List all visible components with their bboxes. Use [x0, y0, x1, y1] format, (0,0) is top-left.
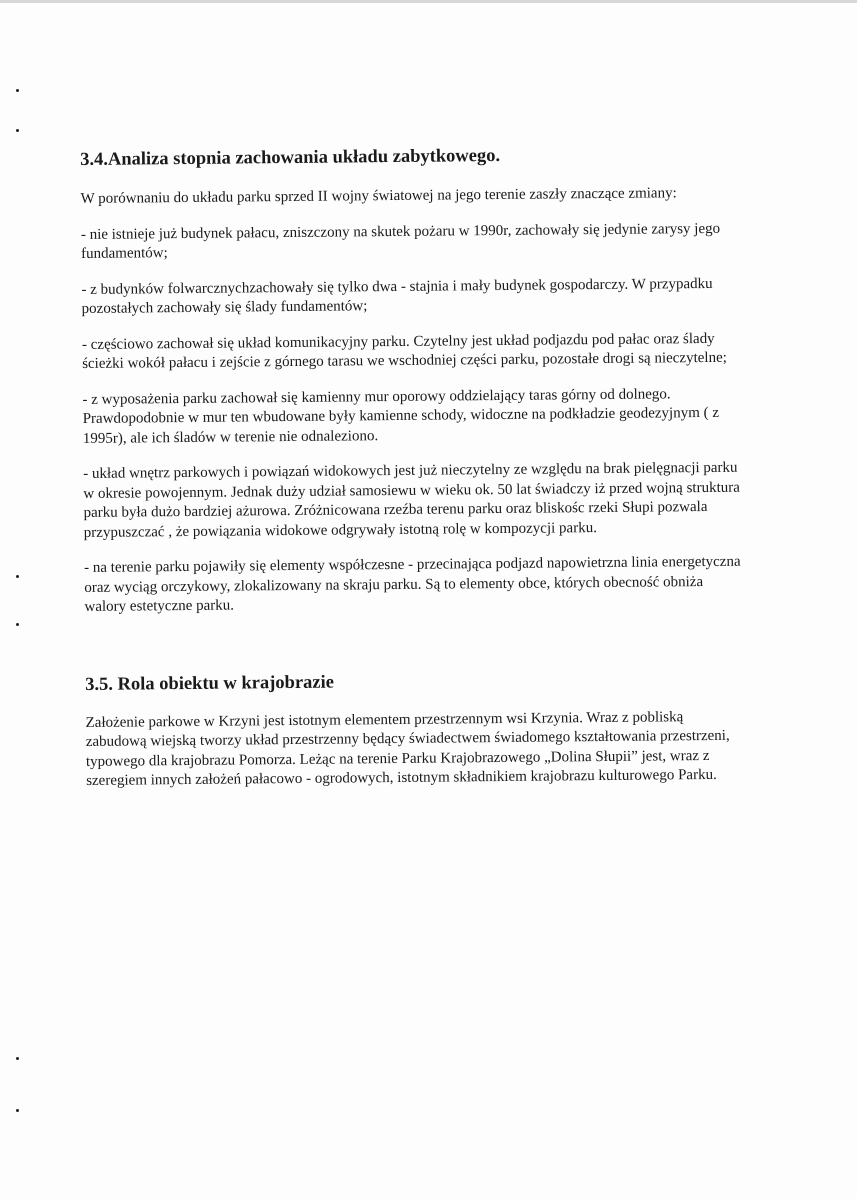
- scan-edge: [0, 0, 857, 3]
- list-item: - nie istnieje już budynek pałacu, zniszczony na skutek pożaru w 1990r, zachowały się jedynie zarysy jego fundamentów;: [80, 220, 721, 262]
- scan-speck: [16, 575, 19, 578]
- document-body: [80, 134, 746, 792]
- list-item: - częściowo zachował się układ komunikacyjny parku. Czytelny jest układ podjazdu pod pałac oraz ślady ścieżki wokół pałacu i zejście z górnego tarasu we wschodniej części parku, pozostałe drogi są nieczytelne;: [81, 330, 727, 372]
- scan-speck: [16, 129, 19, 132]
- scan-speck: [16, 89, 19, 92]
- list-item: - na terenie parku pojawiły się elementy współczesne - przecinająca podjazd napowietrzna linia energetyczna oraz wyciąg orczykowy, zlokalizowany na skraju parku. Są to elementy obce, których obecność obniża walory estetyczne parku.: [84, 553, 741, 615]
- section-intro: W porównaniu do układu parku sprzed II wojny światowej na jego terenie zaszły znaczące zmiany:: [80, 185, 677, 207]
- section-heading-3-5: 3.5. Rola obiektu w krajobrazie: [85, 672, 335, 695]
- scan-speck: [16, 623, 19, 626]
- list-item: - układ wnętrz parkowych i powiązań widokowych jest już nieczytelny ze względu na brak pielęgnacji parku w okresie powojennym. Jednak duży udział samosiewu w wieku ok. 50 lat świadczy iż przed wojną struktura parku była dużo bardziej ażurowa. Zróżnicowana rzeźba terenu parku oraz bliskośc rzeki Słupi pozwala przypuszczać , że powiązania widokowe odgrywały istotną rolę w kompozycji parku.: [83, 459, 740, 541]
- scan-speck: [16, 1057, 19, 1060]
- section-heading-3-4: 3.4.Analiza stopnia zachowania układu zabytkowego.: [80, 145, 501, 170]
- list-item: - z wyposażenia parku zachował się kamienny mur oporowy oddzielający taras górny od dolnego. Prawdopodobnie w mur ten wbudowane były kamienne schody, widoczne na podkładzie geodezyjnym ( z 1995r), ale ich śladów w terenie nie odnaleziono.: [82, 385, 720, 447]
- scan-speck: [16, 1109, 19, 1112]
- section-paragraph: Założenie parkowe w Krzyni jest istotnym elementem przestrzennym wsi Krzynia. Wraz z pobliską zabudową wiejską tworzy układ przestrzenny będący świadectwem świadomego kształtowania przestrzeni, typowego dla krajobrazu Pomorza. Leżąc na terenie Parku Krajobrazowego „Dolina Słupii” jest, wraz z szeregiem innych założeń pałacowo - ogrodowych, istotnym składnikiem krajobrazu kulturowego Parku.: [85, 708, 730, 789]
- list-item: - z budynków folwarcznychzachowały się tylko dwa - stajnia i mały budynek gospodarczy. W przypadku pozostałych zachowały się ślady fundamentów;: [81, 275, 713, 317]
